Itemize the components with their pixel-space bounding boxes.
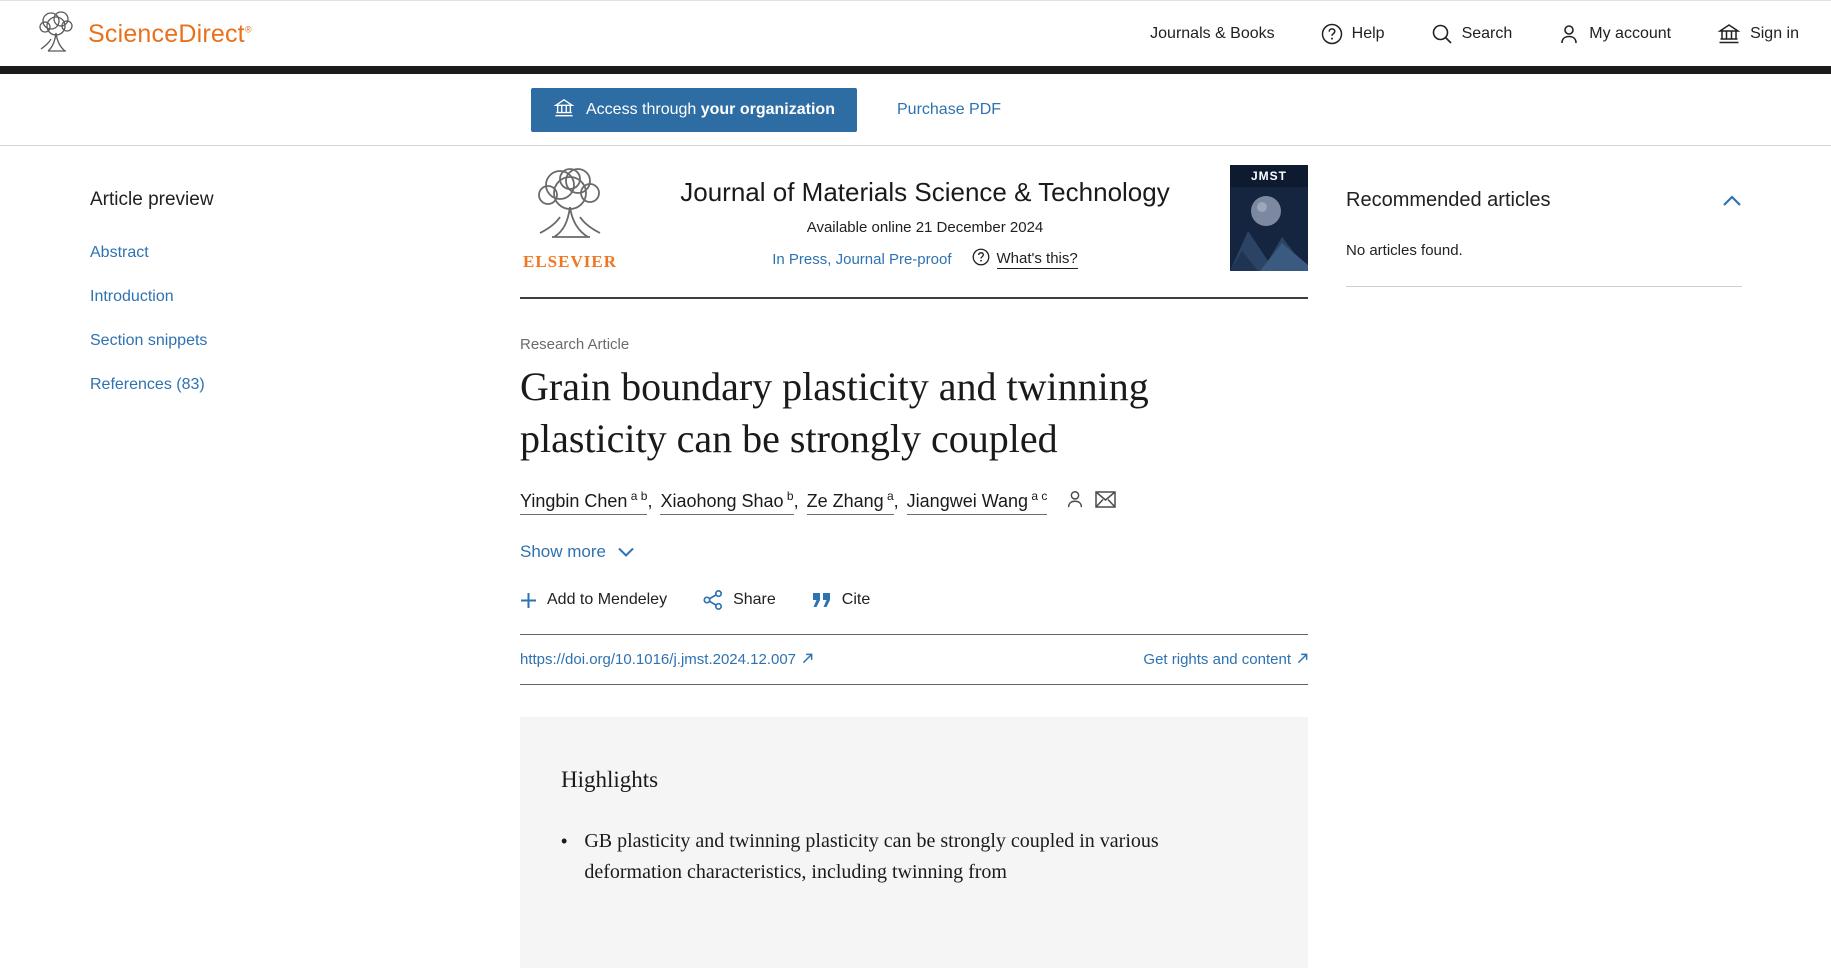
journal-cover-thumbnail[interactable] [1230, 165, 1308, 276]
get-rights-link[interactable]: Get rights and content [1143, 651, 1308, 668]
external-link-icon [1297, 651, 1308, 668]
nav-help-label: Help [1351, 25, 1385, 42]
header-divider-bar [0, 66, 1831, 74]
author-link[interactable]: Xiaohong Shao $^b$ [660, 491, 793, 515]
share-icon [703, 590, 723, 610]
elsevier-tree-icon [36, 9, 76, 60]
cite-label: Cite [841, 591, 871, 608]
journal-title-link[interactable]: Journal of Materials Science & Technology [680, 177, 1170, 207]
show-more-button[interactable] [520, 542, 1308, 562]
person-icon [1558, 23, 1580, 45]
purchase-pdf-link[interactable]: Purchase PDF [897, 101, 1002, 118]
article-actions [520, 590, 1308, 610]
corresponding-author-icons [1065, 489, 1116, 514]
recommended-articles-panel [1346, 189, 1742, 287]
sidebar-item-abstract[interactable]: Abstract [90, 244, 149, 261]
institution-icon [1717, 23, 1741, 45]
sidebar-item-introduction[interactable]: Introduction [90, 288, 174, 305]
in-press-link[interactable]: In Press, Journal Pre-proof [772, 250, 952, 268]
share-button[interactable] [703, 590, 776, 610]
external-link-icon [802, 651, 813, 668]
access-toolbar [0, 74, 1831, 146]
nav-my-account-label: My account [1589, 25, 1672, 42]
elsevier-logo[interactable] [520, 165, 620, 272]
email-envelope-icon[interactable] [1095, 491, 1116, 513]
add-to-mendeley-button[interactable] [520, 591, 667, 609]
journal-info [620, 165, 1230, 270]
recommended-articles-header [1346, 189, 1742, 212]
highlights-list [561, 826, 1308, 888]
sidebar-item-references[interactable]: References (83) [90, 376, 205, 393]
nav-search-label: Search [1461, 25, 1513, 42]
show-more-label: Show more [520, 542, 606, 561]
author-separator: , [893, 491, 899, 511]
access-button-label: Access through your organization [586, 101, 835, 118]
top-header [0, 0, 1831, 66]
nav-search[interactable] [1431, 23, 1513, 45]
main-content [520, 165, 1308, 968]
access-through-organization-button[interactable] [531, 88, 857, 132]
top-nav [1150, 1, 1799, 67]
svg-text:JMST: JMST [1250, 169, 1288, 183]
plus-icon [520, 592, 537, 609]
nav-journals-books-label: Journals & Books [1150, 25, 1275, 42]
sidebar-title: Article preview [90, 189, 214, 210]
recommended-divider [1346, 286, 1742, 287]
elsevier-tree-icon-large [529, 165, 611, 245]
collapse-panel-button[interactable] [1722, 195, 1742, 207]
banner-divider [520, 297, 1308, 299]
author-profile-icon[interactable] [1065, 489, 1085, 514]
highlights-section [520, 717, 1308, 968]
author-separator: , [793, 491, 799, 511]
chevron-down-icon [618, 542, 634, 562]
share-label: Share [733, 591, 776, 608]
nav-journals-books[interactable] [1150, 25, 1275, 43]
no-articles-message: No articles found. [1346, 242, 1463, 259]
add-to-mendeley-label: Add to Mendeley [547, 591, 668, 608]
doi-row [520, 635, 1308, 685]
recommended-articles-title: Recommended articles [1346, 189, 1551, 211]
sidebar-item-section-snippets[interactable]: Section snippets [90, 332, 208, 349]
author-link[interactable]: Yingbin Chen $^{a b}$ [520, 491, 647, 515]
whats-this-label: What's this? [996, 249, 1078, 267]
chevron-up-icon [1722, 195, 1742, 207]
journal-banner [520, 165, 1308, 276]
question-circle-icon [972, 248, 990, 270]
author-separator: , [647, 491, 653, 511]
article-title: Grain boundary plasticity and twinning plasticity can be strongly coupled [520, 364, 1149, 461]
whats-this-link[interactable] [972, 248, 1078, 270]
sciencedirect-logo[interactable] [36, 9, 252, 60]
elsevier-wordmark: ELSEVIER [523, 252, 617, 271]
nav-my-account[interactable] [1558, 23, 1671, 45]
help-icon [1321, 23, 1343, 45]
highlight-text: GB plasticity and twinning plasticity can be strongly coupled in various deformation characteristics, including twinning from [584, 830, 1159, 883]
nav-sign-in[interactable] [1717, 23, 1799, 45]
author-link[interactable]: Ze Zhang $^a$ [807, 491, 894, 515]
article-type-label: Research Article [520, 336, 630, 353]
brand-wordmark: ScienceDirect® [88, 20, 252, 48]
author-link[interactable]: Jiangwei Wang $^{a c}$ [907, 491, 1048, 515]
in-press-row [620, 248, 1230, 270]
cite-button[interactable] [812, 591, 870, 609]
nav-help[interactable] [1321, 23, 1385, 45]
highlight-item [561, 826, 1308, 888]
nav-sign-in-label: Sign in [1750, 25, 1799, 42]
article-preview-sidebar [90, 189, 410, 420]
sidebar-links [90, 244, 410, 394]
double-quote-icon [812, 592, 832, 608]
available-online-date: Available online 21 December 2024 [806, 219, 1044, 236]
bullet-glyph: • [561, 831, 568, 851]
doi-link[interactable]: https://doi.org/10.1016/j.jmst.2024.12.007 [520, 651, 813, 668]
authors-row [520, 489, 1308, 514]
search-icon [1431, 23, 1453, 45]
highlights-title: Highlights [561, 767, 659, 792]
institution-icon-white [553, 98, 575, 123]
